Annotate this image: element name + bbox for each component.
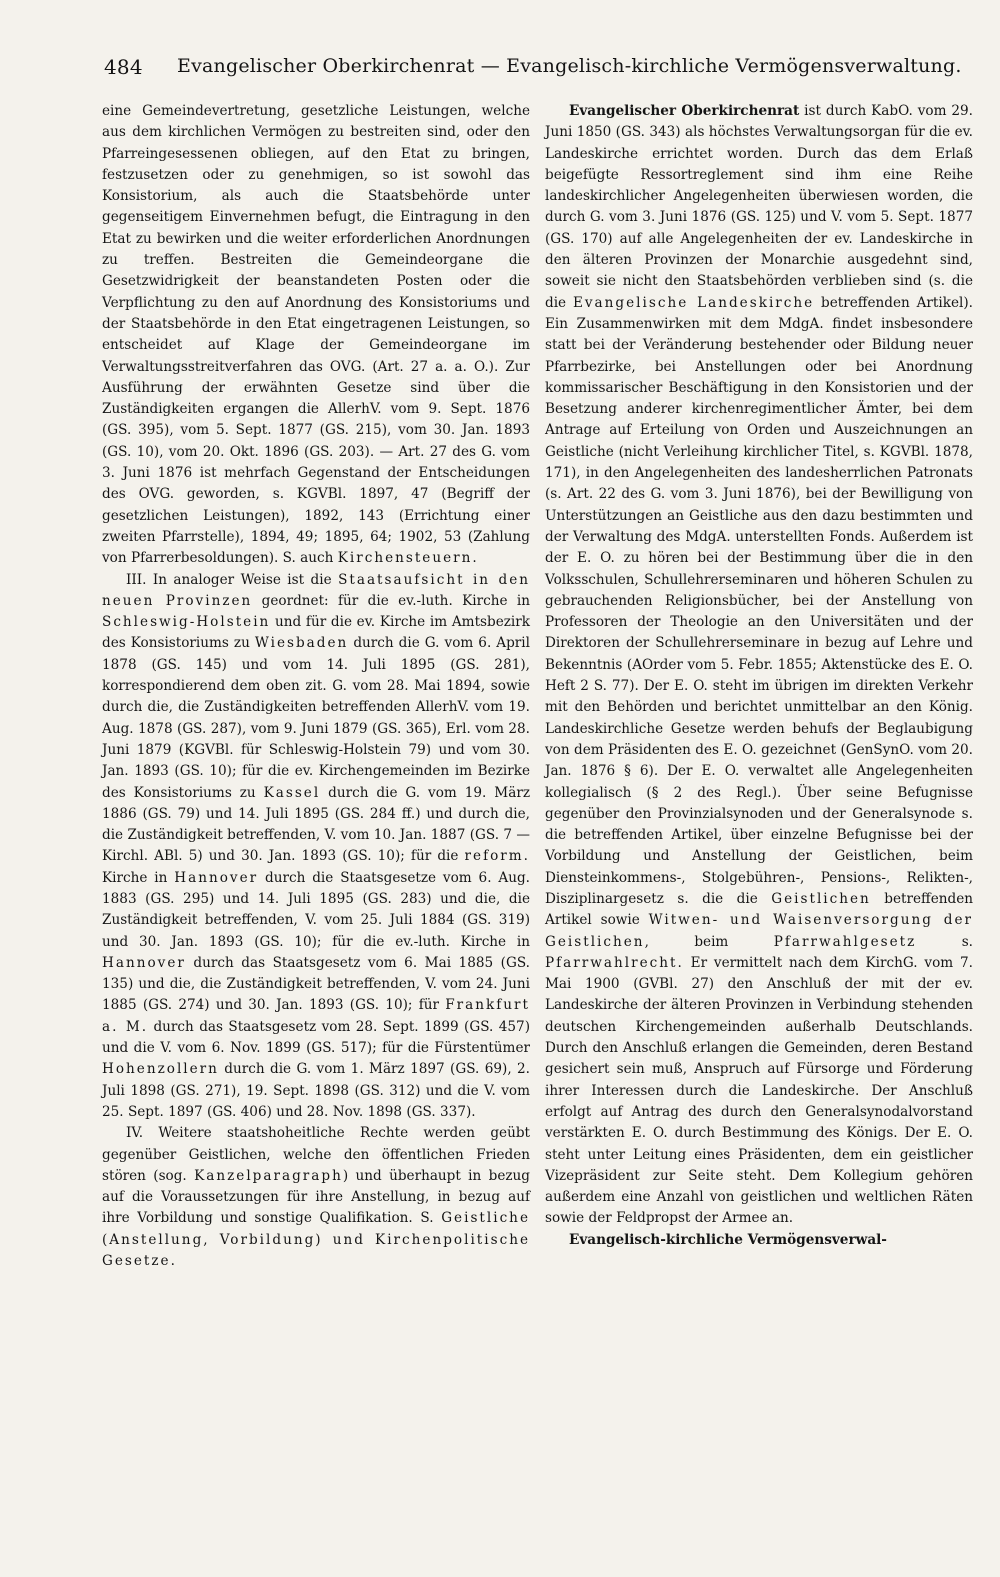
page-number: 484 — [104, 55, 143, 79]
paragraph-iv-staatshoheitliche-rechte: IV. Weitere staatshoheitliche Rechte werden geübt gegenüber Geistlichen, welche den öffentlichen Frieden stören (sog. Kanzelparagraph) und überhaupt in bezug auf die Voraussetzungen für ihre Anstellung, in bezug auf ihre Vorbildung und sonstige Qualifikation. S. Geistliche (Anstellung, Vorbildung) und Kirchenpolitische Gesetze. — [102, 1125, 530, 1270]
article-evangelischer-oberkirchenrat: Evangelischer Oberkirchenrat ist durch KabO. vom 29. Juni 1850 (GS. 343) als höchstes Verwaltungsorgan für die ev. Landeskirche errichtet worden. Durch das dem Erlaß beigefügte Ressortreglement sind ihm eine Reihe landeskirchlicher Angelegenheiten überwiesen worden, die durch G. vom 3. Juni 1876 (GS. 125) und V. vom 5. Sept. 1877 (GS. 170) auf alle Angelegenheiten der ev. Landeskirche in den älteren Provinzen der Monarchie ausgedehnt sind, soweit sie nicht den Staatsbehörden verblieben sind (s. die die Evangelische Landeskirche betreffenden Artikel). Ein Zusammenwirken mit dem MdgA. findet insbesondere statt bei der Veränderung bestehender oder Bildung neuer Pfarrbezirke, bei Anstellungen oder bei Anordnung kommissarischer Beschäftigung in den Konsistorien und der Besetzung anderer kirchenregimentlicher Ämter, bei dem Antrage auf Erteilung von Orden und Auszeichnungen an Geistliche (nicht Verleihung kirchlicher Titel, s. KGVBl. 1878, 171), in den Angelegenheiten des landesherrlichen Patronats (s. Art. 22 des G. vom 3. Juni 1876), bei der Bewilligung von Unterstützungen an Geistliche aus den dazu bestimmten und der Verwaltung des MdgA. unterstellten Fonds. Außerdem ist der E. O. zu hören bei der Bestimmung über die in den Volksschulen, Schullehrerseminaren und höheren Schulen zu gebrauchenden Religionsbücher, bei der Anstellung von Professoren der Theologie an den Universitäten und der Direktoren der Schullehrerseminare in bezug auf Lehre und Bekenntnis (AOrder vom 5. Febr. 1855; Aktenstücke des E. O. Heft 2 S. 77). Der E. O. steht im übrigen im direkten Verkehr mit den Behörden und berichtet unmittelbar an den König. Landeskirchliche Gesetze werden behufs der Beglaubigung von dem Präsidenten des E. O. gezeichnet (GenSynO. vom 20. Jan. 1876 § 6). Der E. O. verwaltet alle Angelegenheiten kollegialisch (§ 2 des Regl.). Über seine Befugnisse gegenüber den Provinzialsynoden und der Generalsynode s. die betreffenden Artikel, über einzelne Befugnisse bei der Vorbildung und Anstellung der Geistlichen, beim Diensteinkommens-, Stolgebühren-, Pensions-, Relikten-, Disziplinargesetz s. die die Geistlichen betreffenden Artikel sowie Witwen- und Waisenversorgung der Geistlichen, beim Pfarrwahlgesetz s. Pfarrwahlrecht. Er vermittelt nach dem KirchG. vom 7. Mai 1900 (GVBl. 27) den Anschluß der mit der ev. Landeskirche der älteren Provinzen in Verbindung stehenden deutschen Kirchengemeinden außerhalb Deutschlands. Durch den Anschluß erlangen die Gemeinden, deren Bestand gesichert sein muß, Anspruch auf Fürsorge und Förderung ihrer Interessen durch die Landeskirche. Der Anschluß erfolgt auf Antrag des durch den Generalsynodalvorstand verstärkten E. O. durch Bestimmung des Königs. Der E. O. steht unter Leitung eines Präsidenten, dem ein geistlicher Vizepräsident zur Seite steht. Dem Kollegium gehören außerdem eine Anzahl von geistlichen und weltlichen Räten sowie der Feldpropst der Armee an. — [545, 103, 974, 1227]
left-column — [102, 101, 530, 1272]
paragraph-iii-staatsaufsicht: III. In analoger Weise ist die Staatsaufsicht in den neuen Provinzen geordnet: für die ev.-luth. Kirche in Schleswig-Holstein und für die ev. Kirche im Amtsbezirk des Konsistoriums zu Wiesbaden durch die G. vom 6. April 1878 (GS. 145) und vom 14. Juli 1895 (GS. 281), korrespondierend dem oben zit. G. vom 28. Mai 1894, sowie durch die, die Zuständigkeiten betreffenden AllerhV. vom 19. Aug. 1878 (GS. 287), vom 9. Juni 1879 (GS. 365), Erl. vom 28. Juni 1879 (KGVBl. für Schleswig-Holstein 79) und vom 30. Jan. 1893 (GS. 10); für die ev. Kirchengemeinden im Bezirke des Konsistoriums zu Kassel durch die G. vom 19. März 1886 (GS. 79) und 14. Juli 1895 (GS. 284 ff.) und durch die, die Zuständigkeit betreffenden, V. vom 10. Jan. 1887 (GS. 7 — Kirchl. ABl. 5) und 30. Jan. 1893 (GS. 10); für die reform. Kirche in Hannover durch die Staatsgesetze vom 6. Aug. 1883 (GS. 295) und 14. Juli 1895 (GS. 283) und die, die Zuständigkeit betreffenden, V. vom 25. Juli 1884 (GS. 319) und 30. Jan. 1893 (GS. 10); für die ev.-luth. Kirche in Hannover durch das Staatsgesetz vom 6. Mai 1885 (GS. 135) und die, die Zuständigkeit betreffenden, V. vom 24. Juni 1885 (GS. 274) und 30. Jan. 1893 (GS. 10); für Frankfurt a. M. durch das Staatsgesetz vom 28. Sept. 1899 (GS. 457) und die V. vom 6. Nov. 1899 (GS. 517); für die Fürstentümer Hohenzollern durch die G. vom 1. März 1897 (GS. 69), 2. Juli 1898 (GS. 271), 19. Sept. 1898 (GS. 312) und die V. vom 25. Sept. 1897 (GS. 406) und 28. Nov. 1898 (GS. 337). — [102, 571, 531, 1120]
running-title: Evangelischer Oberkirchenrat — Evangelisch-kirchliche Vermögensverwaltung. — [177, 55, 962, 77]
article-heading-vermoegensverwaltung: Evangelisch-kirchliche Vermögensverwal- — [569, 1231, 887, 1248]
article-heading: Evangelischer Oberkirchenrat — [569, 103, 800, 119]
right-column — [545, 101, 973, 1251]
paragraph-gemeindevertretung: eine Gemeindevertretung, gesetzliche Leistungen, welche aus dem kirchlichen Vermögen zu bestreiten sind, oder den Pfarreingesessenen obliegen, auf den Etat zu bringen, festzusetzen oder zu genehmigen, so ist sowohl das Konsistorium, als auch die Staatsbehörde unter gegenseitigem Einvernehmen befugt, die Eintragung in den Etat zu bewirken und die weiter erforderlichen Anordnungen zu treffen. Bestreiten die Gemeindeorgane die Gesetzwidrigkeit der beanstandeten Posten oder die Verpflichtung zu den auf Anordnung des Konsistoriums und der Staatsbehörde in den Etat eingetragenen Leistungen, so entscheidet auf Klage der Gemeindeorgane im Verwaltungsstreitverfahren das OVG. (Art. 27 a. a. O.). Zur Ausführung der erwähnten Gesetze sind über die Zuständigkeiten ergangen die AllerhV. vom 9. Sept. 1876 (GS. 395), vom 5. Sept. 1877 (GS. 215), vom 30. Jan. 1893 (GS. 10), vom 20. Okt. 1896 (GS. 203). — Art. 27 des G. vom 3. Juni 1876 ist mehrfach Gegenstand der Entscheidungen des OVG. geworden, s. KGVBl. 1897, 47 (Begriff der gesetzlichen Leistungen), 1892, 143 (Errichtung einer zweiten Pfarrstelle), 1894, 49; 1895, 64; 1902, 53 (Zahlung von Pfarrerbesoldungen). S. auch Kirchensteuern. — [102, 103, 530, 567]
page-header — [104, 55, 962, 89]
